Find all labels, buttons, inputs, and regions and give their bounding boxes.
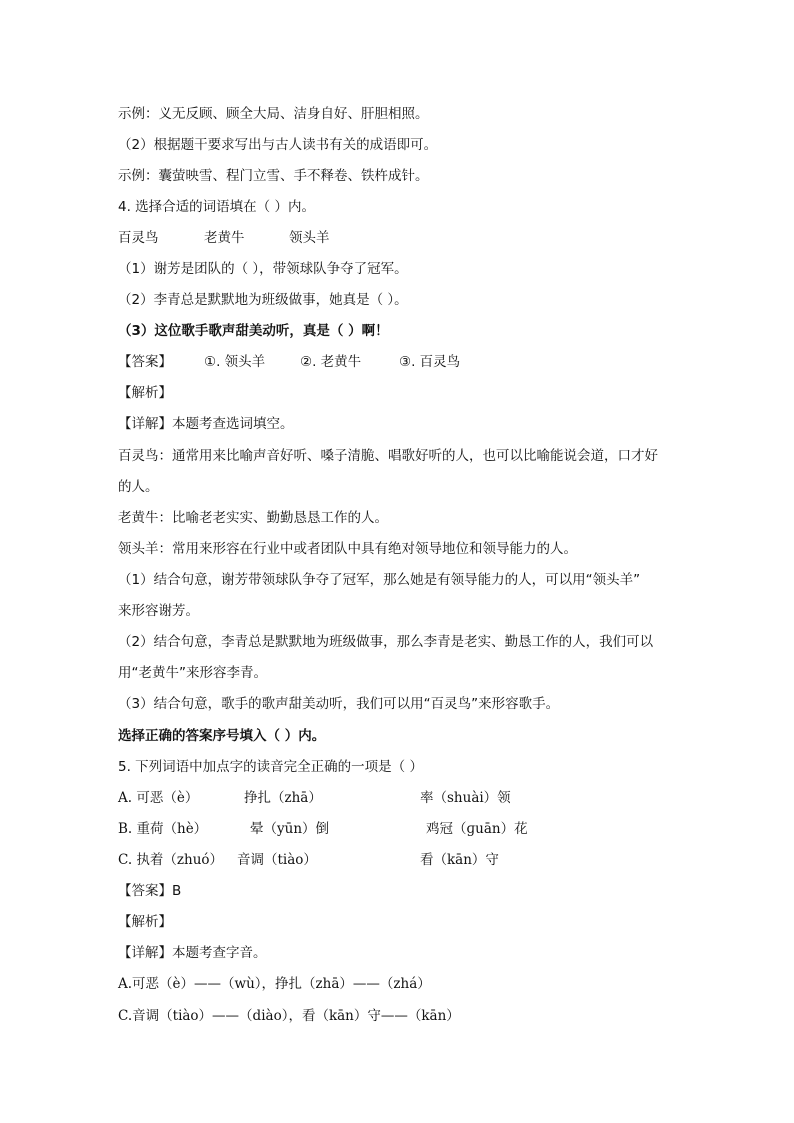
option-c-2: 音调（tiào） <box>237 852 317 868</box>
example-idioms-1: 示例：义无反顾、顾全大局、洁身自好、肝胆相照。 <box>118 106 429 122</box>
option-c <box>118 850 568 870</box>
option-b-3: 鸡冠（ɡuān）花 <box>426 821 528 837</box>
question-4-title: 4. 选择合适的词语填在（ ）内。 <box>118 199 315 215</box>
reason-2: （2）结合句意，李青总是默默地为班级做事，那么李青是老实、勤恳工作的人，我们可以 <box>118 634 654 650</box>
option-c-3: 看（kān）守 <box>420 852 499 868</box>
option-b-1: B. 重荷（hè） <box>118 821 208 837</box>
answer-tag: 【答案】 <box>118 354 172 370</box>
reason-1-cont: 来形容谢芳。 <box>118 603 199 619</box>
answer-4 <box>118 352 518 372</box>
option-b <box>118 819 568 839</box>
option-a-2: 挣扎（zhā） <box>244 790 322 806</box>
option-c-1: C. 执着（zhuó） <box>118 852 224 868</box>
answer-4-item-1: ①. 领头羊 <box>204 354 266 370</box>
word-option-bailingniao: 百灵鸟 <box>118 230 159 246</box>
example-idioms-2: 示例：囊萤映雪、程门立雪、手不释卷、铁杵成针。 <box>118 168 429 184</box>
question-5-title: 5. 下列词语中加点字的读音完全正确的一项是（ ） <box>118 759 423 775</box>
detail-5: 【详解】本题考查字音。 <box>118 945 267 961</box>
correction-a: A.可恶（è）——（wù），挣扎（zhā）——（zhá） <box>118 976 431 992</box>
answer-4-item-3: ③. 百灵鸟 <box>399 354 461 370</box>
reason-3: （3）结合句意，歌手的歌声甜美动听，我们可以用“百灵鸟”来形容歌手。 <box>118 696 560 712</box>
question-4-sub-2: （2）李青总是默默地为班级做事，她真是（ ）。 <box>118 292 408 308</box>
reason-2-cont: 用“老黄牛”来形容李青。 <box>118 665 267 681</box>
def-laohuangniu: 老黄牛：比喻老老实实、勤勤恳恳工作的人。 <box>118 510 388 526</box>
word-option-lingtouyang: 领头羊 <box>289 230 330 246</box>
def-lingtouyang: 领头羊：常用来形容在行业中或者团队中具有绝对领导地位和领导能力的人。 <box>118 541 577 557</box>
answer-5: 【答案】B <box>118 883 182 899</box>
def-bailingniao-cont: 的人。 <box>118 479 159 495</box>
instruction-fill: 选择正确的答案序号填入（ ）内。 <box>118 728 326 744</box>
question-4-sub-3: （3）这位歌手歌声甜美动听，真是（ ）啊！ <box>118 323 389 339</box>
word-options <box>118 228 418 248</box>
analysis-tag-5: 【解析】 <box>118 914 172 930</box>
explanation-2: （2）根据题干要求写出与古人读书有关的成语即可。 <box>118 137 438 153</box>
option-a-1: A. 可恶（è） <box>118 790 199 806</box>
answer-4-item-2: ②. 老黄牛 <box>300 354 362 370</box>
analysis-tag-4: 【解析】 <box>118 385 172 401</box>
correction-c: C.音调（tiào）——（diào），看（kān）守——（kān） <box>118 1008 460 1024</box>
question-4-sub-1: （1）谢芳是团队的（ ），带领球队争夺了冠军。 <box>118 261 408 277</box>
reason-1: （1）结合句意，谢芳带领球队争夺了冠军，那么她是有领导能力的人，可以用“领头羊” <box>118 572 641 588</box>
detail-4: 【详解】本题考查选词填空。 <box>118 416 294 432</box>
option-a <box>118 788 568 808</box>
def-bailingniao: 百灵鸟：通常用来比喻声音好听、嗓子清脆、唱歌好听的人，也可以比喻能说会道，口才好 <box>118 448 658 464</box>
option-a-3: 率（shuài）领 <box>420 790 511 806</box>
word-option-laohuangniu: 老黄牛 <box>204 230 245 246</box>
option-b-2: 晕（yūn）倒 <box>250 821 330 837</box>
